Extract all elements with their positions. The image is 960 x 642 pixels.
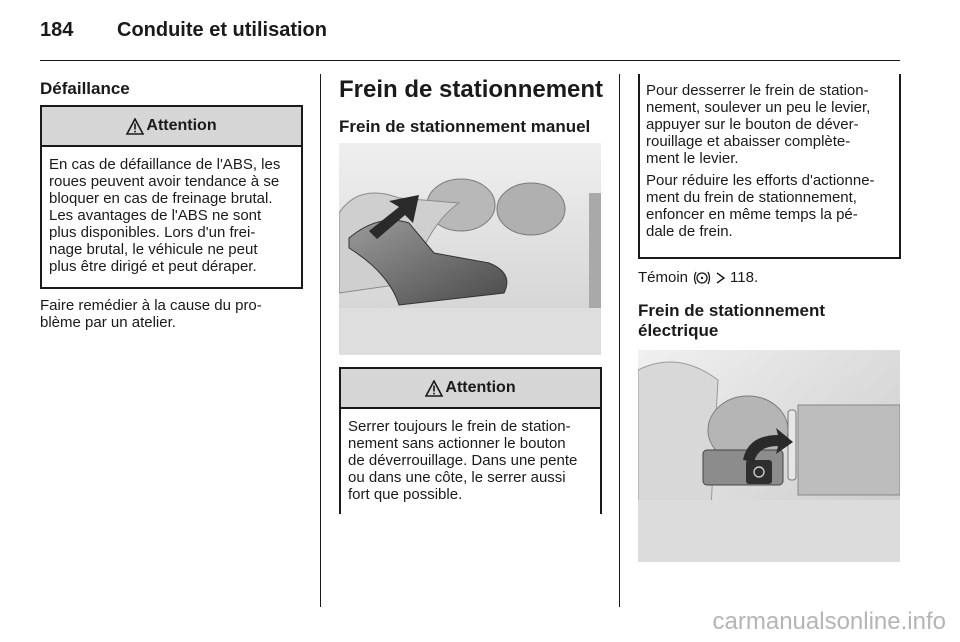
text-line: fort que possible. <box>348 486 463 503</box>
text-line: appuyer sur le bouton de déver- <box>646 116 859 133</box>
subheading-electric-brake <box>638 301 825 341</box>
page-reference-arrow-icon <box>715 271 726 285</box>
warning-triangle-icon <box>126 118 144 135</box>
text-line: Les avantages de l'ABS ne sont <box>49 207 262 224</box>
text-line: blème par un atelier. <box>40 314 176 331</box>
witness-reference <box>638 269 758 286</box>
text-line: Faire remédier à la cause du pro- <box>40 297 262 314</box>
text-line: de déverrouillage. Dans une pente <box>348 452 578 469</box>
text-line: nement, soulever un peu le levier, <box>646 99 871 116</box>
text-line: dale de frein. <box>646 223 733 240</box>
section-heading-defaillance: Défaillance <box>40 79 130 98</box>
section-title-parking-brake: Frein de stationnement <box>339 76 604 103</box>
text-line: plus disponibles. Lors d'un frei- <box>49 224 256 241</box>
warning-text <box>341 409 600 511</box>
warning-header <box>42 107 301 147</box>
text-line: Pour desserrer le frein de station- <box>646 82 869 99</box>
warning-triangle-icon <box>425 380 443 397</box>
footer-watermark: carmanualsonline.info <box>712 608 946 635</box>
warning-label: Attention <box>146 117 217 134</box>
text-line: Frein de stationnement <box>638 301 826 320</box>
warning-box-abs <box>40 105 303 289</box>
column-divider-2 <box>619 74 620 607</box>
text-line: roues peuvent avoir tendance à se <box>49 173 280 190</box>
warning-header <box>341 369 600 409</box>
repair-paragraph <box>40 297 310 331</box>
page-number: 184 <box>40 19 74 41</box>
text-line: nement sans actionner le bouton <box>348 435 566 452</box>
brake-warning-icon <box>692 270 712 286</box>
handbrake-illustration <box>339 143 601 355</box>
warning-text <box>42 147 301 283</box>
page-header-title: Conduite et utilisation <box>117 19 327 41</box>
warning-box-parking <box>339 367 602 514</box>
release-instructions-box <box>638 74 901 259</box>
electric-parking-brake-photo <box>638 350 900 562</box>
manual-parking-brake-photo <box>339 143 601 355</box>
text-line: rouillage et abaisser complète- <box>646 133 851 150</box>
text-line: ment du frein de stationnement, <box>646 189 857 206</box>
witness-label: Témoin <box>638 269 689 286</box>
effort-paragraph <box>640 167 899 240</box>
text-line: bloquer en cas de freinage brutal. <box>49 190 273 207</box>
text-line: ment le levier. <box>646 150 739 167</box>
text-line: plus être dirigé et peut déraper. <box>49 258 257 275</box>
text-line: enfoncer en même temps la pé- <box>646 206 858 223</box>
subheading-manual-brake: Frein de stationnement manuel <box>339 117 591 136</box>
electric-brake-illustration <box>638 350 900 562</box>
column-divider-1 <box>320 74 321 607</box>
release-paragraph <box>640 74 899 167</box>
text-line: nage brutal, le véhicule ne peut <box>49 241 258 258</box>
text-line: ou dans une côte, le serrer aussi <box>348 469 566 486</box>
text-line: Pour réduire les efforts d'actionne- <box>646 172 875 189</box>
text-line: électrique <box>638 321 719 340</box>
warning-label: Attention <box>445 379 516 396</box>
witness-page-ref: 118. <box>730 269 759 286</box>
header-rule <box>40 60 900 61</box>
text-line: En cas de défaillance de l'ABS, les <box>49 156 281 173</box>
text-line: Serrer toujours le frein de station- <box>348 418 571 435</box>
